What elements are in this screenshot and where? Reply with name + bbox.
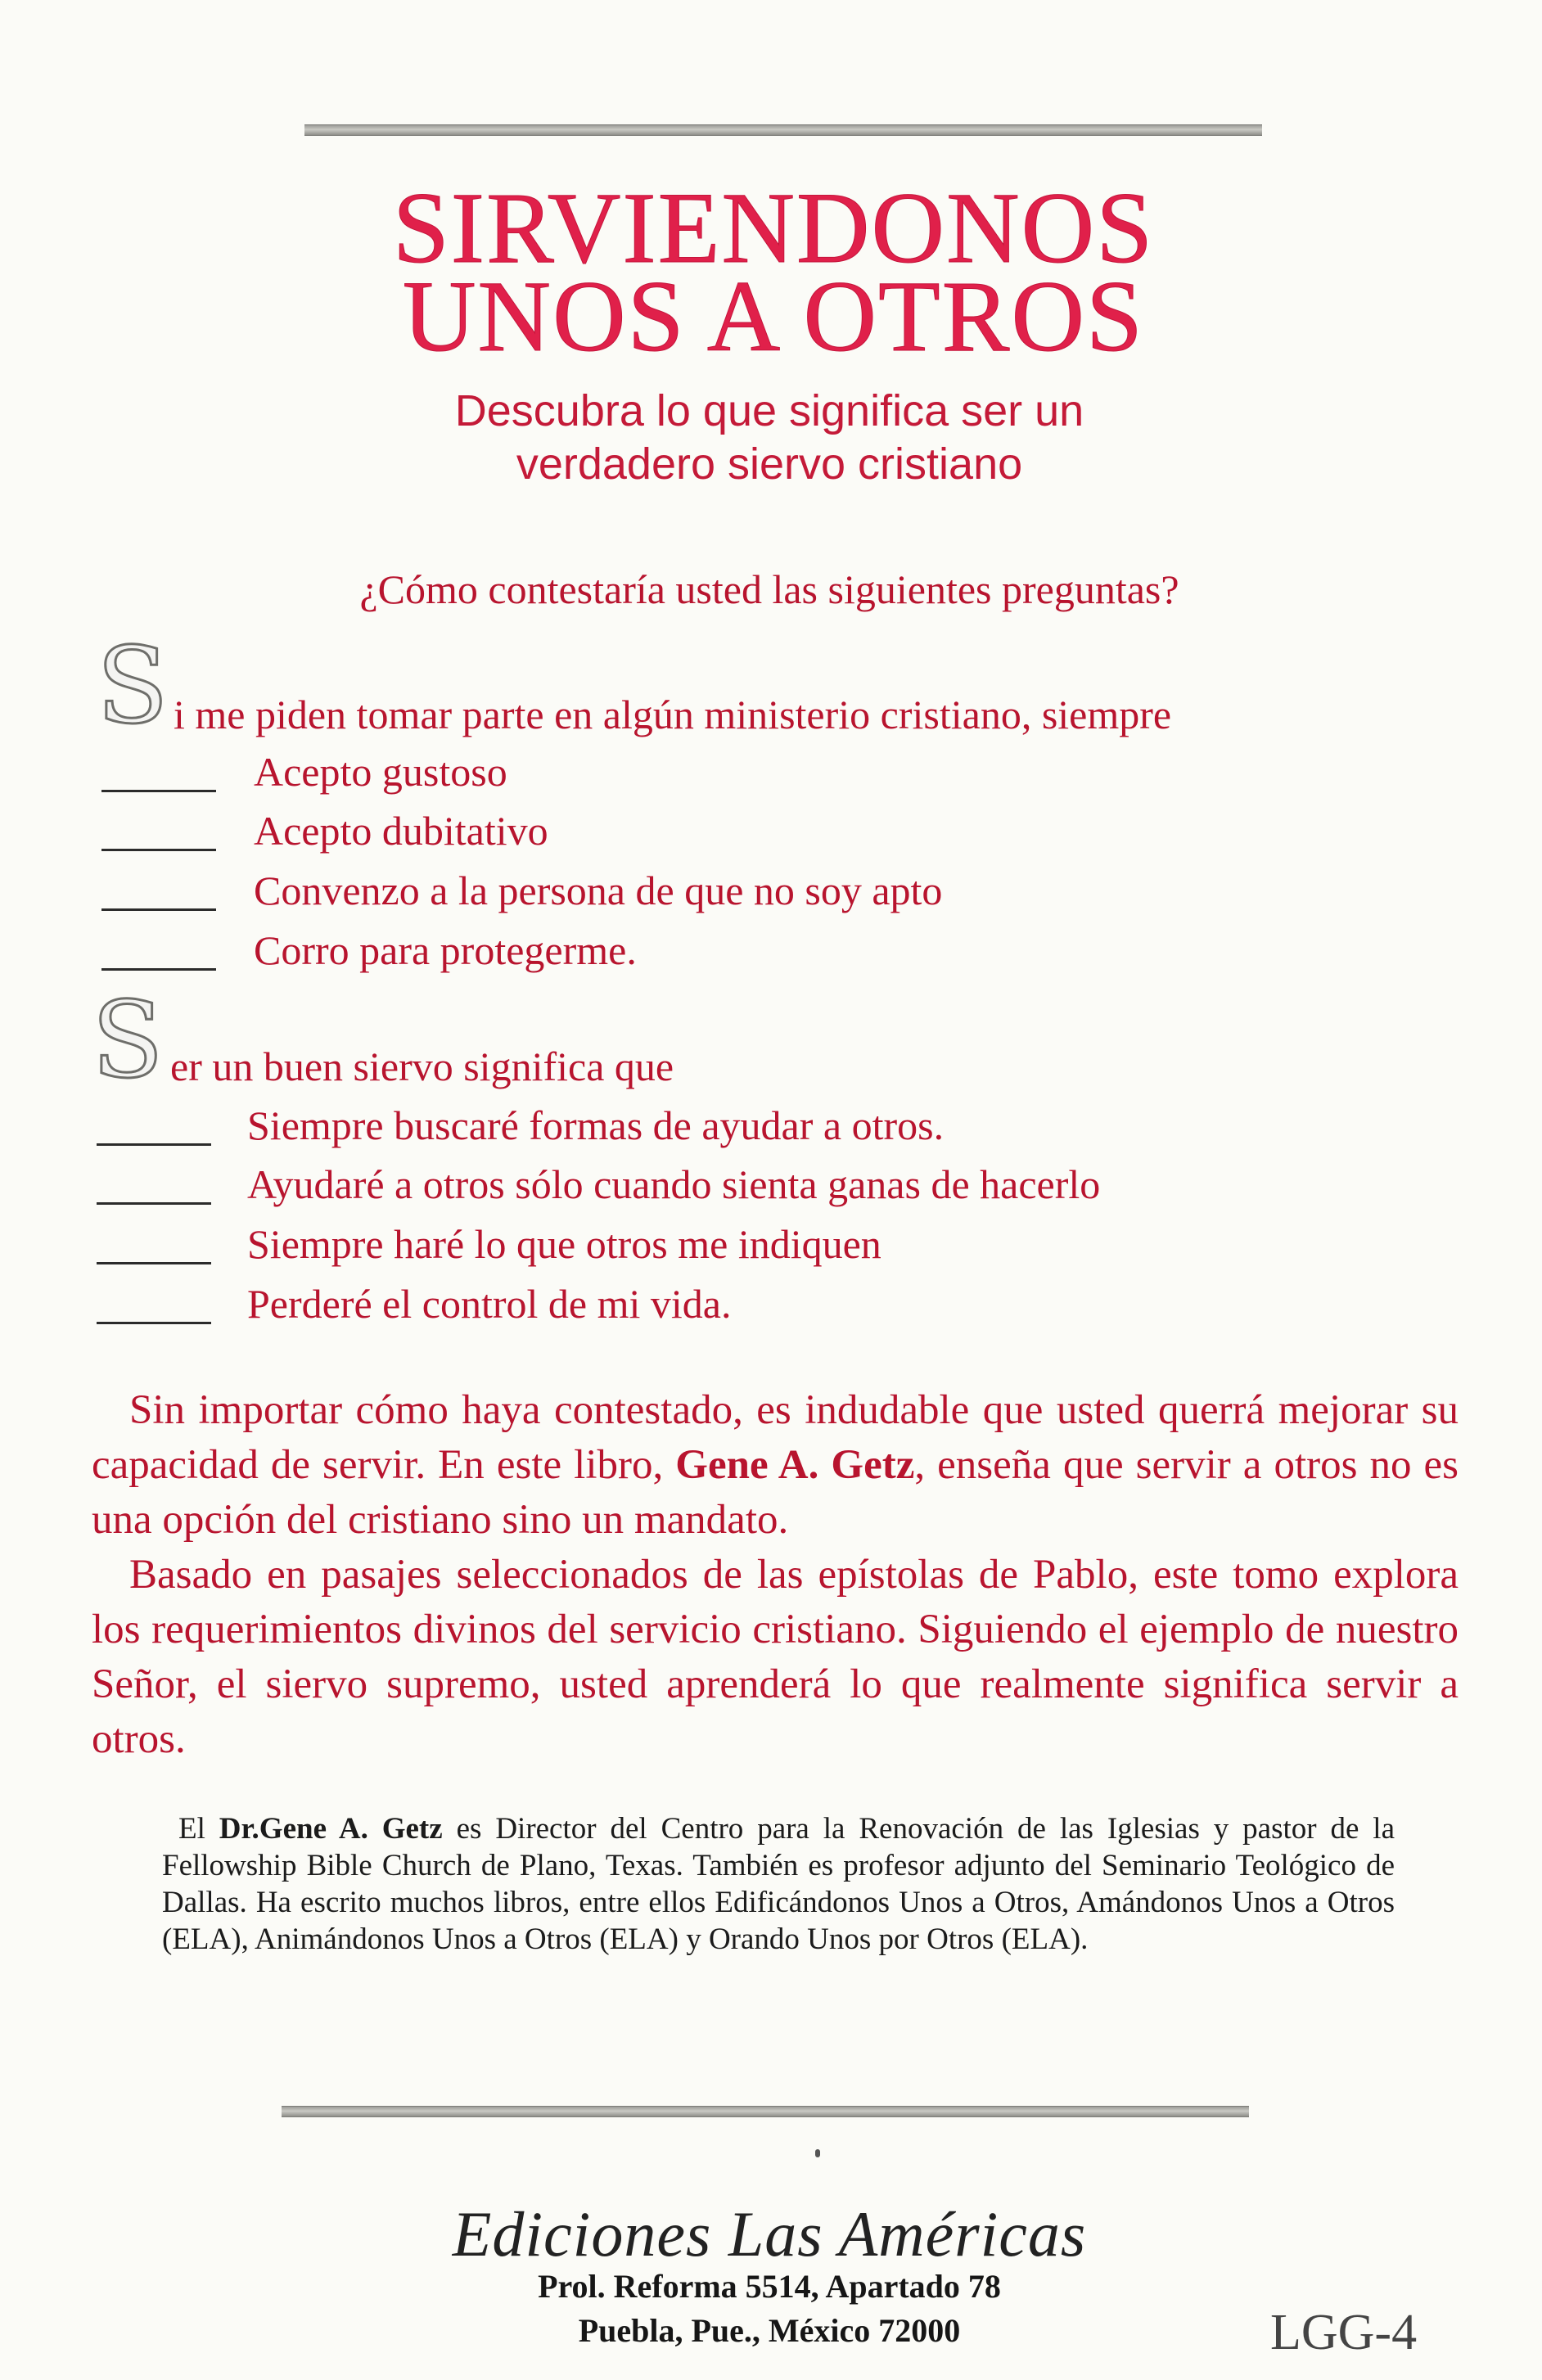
- quiz1-option: Convenzo a la persona de que no soy apto: [254, 868, 943, 913]
- publisher-address-line-2: Puebla, Pue., México 72000: [578, 2312, 961, 2349]
- publisher-name: Ediciones Las Américas: [452, 2198, 1087, 2270]
- ornament-dot: [815, 2149, 820, 2157]
- quiz1-lead: i me piden tomar parte en algún ministerio cristiano, siempre: [174, 692, 1172, 737]
- book-title: [246, 172, 1301, 372]
- quiz1-option: Acepto dubitativo: [254, 808, 548, 854]
- quiz1-option: Acepto gustoso: [254, 749, 507, 795]
- author-name: Gene A. Getz: [675, 1442, 915, 1488]
- dropcap-s-2: S: [92, 980, 164, 1102]
- title-line-2: UNOS A OTROS: [403, 260, 1144, 372]
- quiz2-option: Siempre haré lo que otros me indiquen: [247, 1221, 881, 1267]
- answer-blank[interactable]: [97, 1262, 211, 1264]
- answer-blank[interactable]: [101, 968, 216, 971]
- author-bio: [162, 1810, 1395, 1958]
- publisher-address-line-1: Prol. Reforma 5514, Apartado 78: [538, 2268, 1001, 2305]
- answer-blank[interactable]: [97, 1202, 211, 1205]
- quiz2-option: Ayudaré a otros sólo cuando sienta ganas de hacerlo: [247, 1161, 1101, 1207]
- subtitle-line-2: verdadero siervo cristiano: [516, 439, 1023, 489]
- bio-text: El: [178, 1812, 219, 1846]
- answer-blank[interactable]: [101, 849, 216, 851]
- description-paragraph-2: Basado en pasajes seleccionados de las epístolas de Pablo, este tomo explora los requerimientos divinos del servicio cristiano. Siguiendo el ejemplo de nuestro Señor, el siervo supremo, usted aprenderá lo que realmente significa servir a otros.: [92, 1552, 1459, 1762]
- quiz1-option: Corro para protegerme.: [254, 927, 637, 973]
- bio-text: es Director del Centro para la Renovación de las Iglesias y pastor de la Fellowship Bible Church de Plano, Texas. También es profesor adjunto del Seminario Teológico de Dallas. Ha escrito muchos libros, entre ellos Edificándonos Unos a Otros, Amándonos Unos a Otros (ELA), Animándonos Unos a Otros (ELA) y Orando Unos por Otros (ELA).: [162, 1812, 1395, 1956]
- answer-blank[interactable]: [101, 908, 216, 911]
- subtitle-line-1: Descubra lo que significa ser un: [454, 386, 1084, 435]
- answer-blank[interactable]: [97, 1322, 211, 1324]
- bio-author-name: Dr.Gene A. Getz: [219, 1812, 443, 1846]
- top-divider: [304, 124, 1262, 136]
- answer-blank[interactable]: [101, 790, 216, 792]
- description-text: , enseña que servir a otros no es una opción del cristiano sino un mandato.: [92, 1442, 1459, 1543]
- catalog-code: LGG-4: [1270, 2305, 1418, 2360]
- description-text: Sin importar cómo haya contestado, es indudable que usted querrá mejorar su capacidad de servir. En este libro,: [92, 1387, 1459, 1488]
- book-subtitle: [311, 385, 1228, 491]
- bottom-divider: [282, 2106, 1249, 2117]
- book-description: [92, 1383, 1459, 1767]
- quiz-question: ¿Cómo contestaría usted las siguientes preguntas?: [359, 566, 1179, 612]
- quiz2-lead: er un buen siervo significa que: [170, 1044, 674, 1089]
- answer-blank[interactable]: [97, 1143, 211, 1146]
- title-line-1: SIRVIENDONOS: [392, 172, 1155, 284]
- dropcap-s-1: S: [97, 625, 169, 747]
- quiz2-option: Siempre buscaré formas de ayudar a otros.: [247, 1102, 945, 1148]
- description-paragraph-1: [92, 1383, 1459, 1548]
- quiz2-option: Perderé el control de mi vida.: [247, 1281, 732, 1327]
